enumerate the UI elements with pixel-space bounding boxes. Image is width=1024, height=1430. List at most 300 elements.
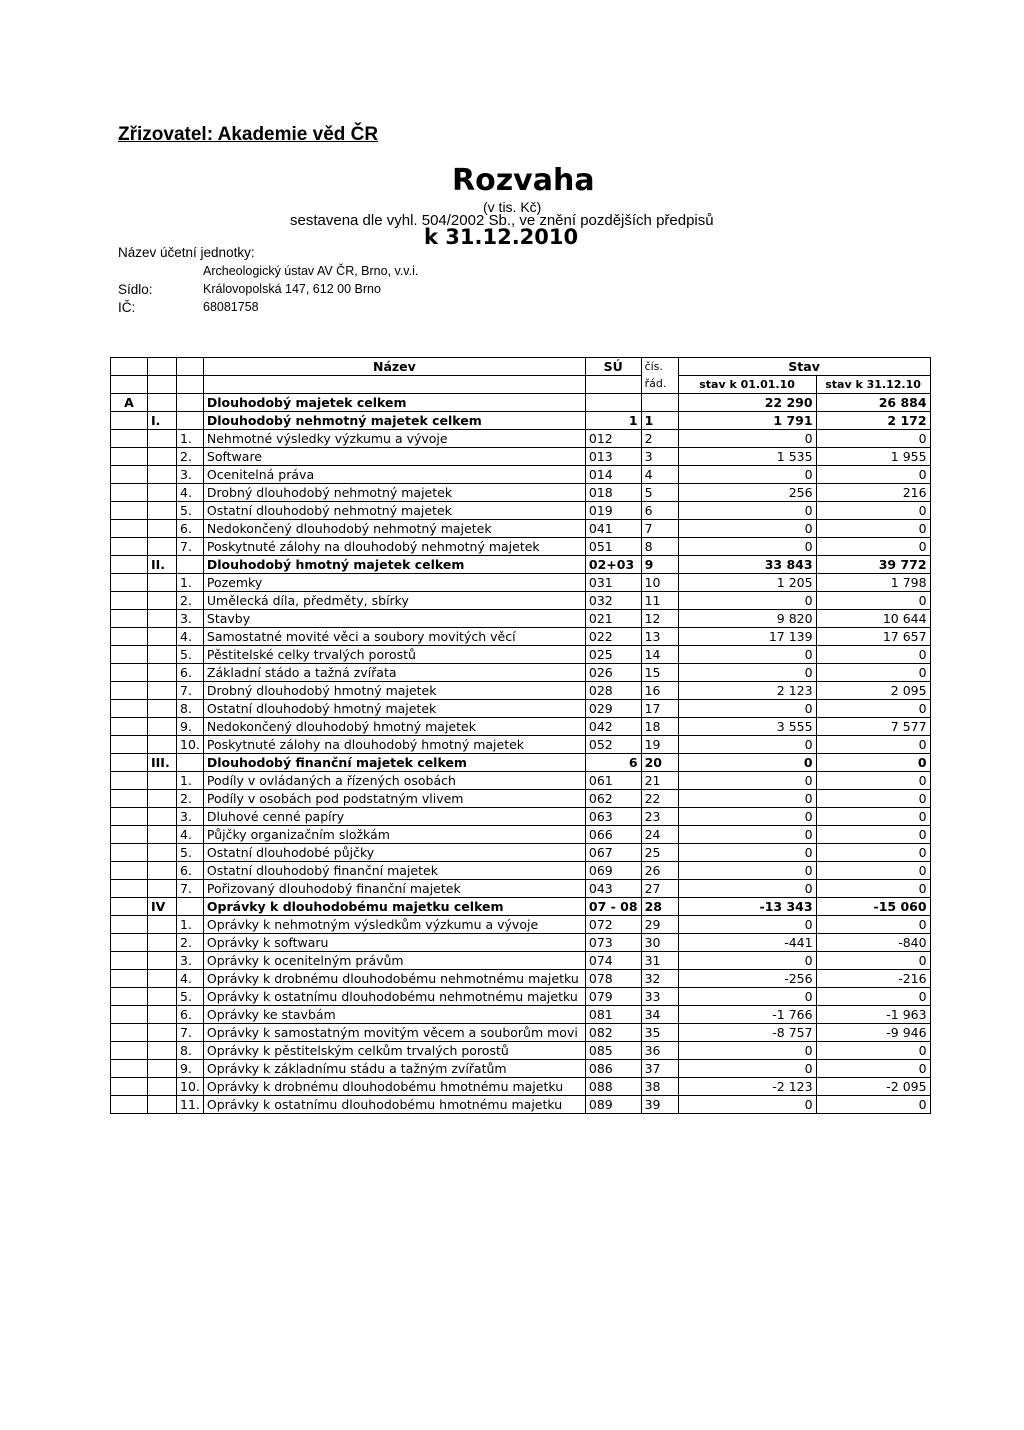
header-cis: čís.	[641, 358, 678, 376]
row-name: Ostatní dlouhodobý hmotný majetek	[203, 700, 585, 718]
row-line-number: 12	[641, 610, 678, 628]
row-value-end: 0	[816, 1042, 930, 1060]
row-section-letter	[111, 1060, 148, 1078]
table-row	[111, 466, 931, 484]
row-item-number: 2.	[177, 934, 204, 952]
row-line-number: 9	[641, 556, 678, 574]
row-account: 067	[585, 844, 641, 862]
row-value-end: 0	[816, 700, 930, 718]
row-section-letter	[111, 466, 148, 484]
row-name: Podíly v osobách pod podstatným vlivem	[203, 790, 585, 808]
row-item-number: 5.	[177, 502, 204, 520]
header-end: stav k 31.12.10	[816, 376, 930, 394]
row-value-end: 1 955	[816, 448, 930, 466]
row-account: 025	[585, 646, 641, 664]
row-section-roman	[148, 646, 177, 664]
table-row	[111, 1096, 931, 1114]
row-value-end: 17 657	[816, 628, 930, 646]
row-section-roman	[148, 790, 177, 808]
row-value-end: 10 644	[816, 610, 930, 628]
seat-value: Královopolská 147, 612 00 Brno	[203, 282, 381, 296]
row-section-letter	[111, 682, 148, 700]
row-section-letter	[111, 700, 148, 718]
row-name: Oprávky k samostatným movitým věcem a souborům movi	[203, 1024, 585, 1042]
table-row	[111, 970, 931, 988]
row-value-end: 39 772	[816, 556, 930, 574]
table-row	[111, 916, 931, 934]
row-section-roman	[148, 448, 177, 466]
table-row	[111, 592, 931, 610]
row-section-letter	[111, 538, 148, 556]
row-section-roman	[148, 430, 177, 448]
header-start: stav k 01.01.10	[678, 376, 816, 394]
row-section-roman	[148, 502, 177, 520]
row-value-end: 26 884	[816, 394, 930, 412]
row-item-number: 3.	[177, 610, 204, 628]
row-section-roman	[148, 484, 177, 502]
table-row	[111, 484, 931, 502]
legal-basis: sestavena dle vyhl. 504/2002 Sb., ve znění pozdějších předpisů	[290, 212, 714, 229]
row-value-start: 1 205	[678, 574, 816, 592]
table-row	[111, 1024, 931, 1042]
row-value-end: 1 798	[816, 574, 930, 592]
row-section-roman: III.	[148, 754, 177, 772]
table-row	[111, 754, 931, 772]
balance-sheet-table	[110, 357, 931, 1114]
row-section-letter	[111, 1024, 148, 1042]
row-value-start: 22 290	[678, 394, 816, 412]
row-item-number	[177, 898, 204, 916]
row-value-end: 2 095	[816, 682, 930, 700]
row-value-end: 7 577	[816, 718, 930, 736]
row-line-number: 22	[641, 790, 678, 808]
row-line-number: 21	[641, 772, 678, 790]
row-line-number: 14	[641, 646, 678, 664]
row-section-roman	[148, 1096, 177, 1114]
row-line-number: 1	[641, 412, 678, 430]
row-item-number: 7.	[177, 682, 204, 700]
row-value-end: 0	[816, 916, 930, 934]
row-line-number: 36	[641, 1042, 678, 1060]
row-value-end: 2 172	[816, 412, 930, 430]
row-section-letter	[111, 556, 148, 574]
row-value-end: 0	[816, 664, 930, 682]
row-value-start: 33 843	[678, 556, 816, 574]
table-row	[111, 502, 931, 520]
table-row	[111, 1078, 931, 1096]
row-name: Dlouhodobý majetek celkem	[203, 394, 585, 412]
table-row	[111, 880, 931, 898]
row-section-roman	[148, 988, 177, 1006]
row-item-number: 2.	[177, 448, 204, 466]
row-value-start: 0	[678, 754, 816, 772]
row-value-start: 0	[678, 862, 816, 880]
row-item-number: 1.	[177, 574, 204, 592]
row-section-letter	[111, 610, 148, 628]
row-section-roman	[148, 1078, 177, 1096]
row-name: Oprávky k ostatnímu dlouhodobému nehmotnému majetku	[203, 988, 585, 1006]
row-section-letter	[111, 664, 148, 682]
row-section-letter	[111, 502, 148, 520]
row-section-roman	[148, 628, 177, 646]
row-name: Pozemky	[203, 574, 585, 592]
row-item-number: 7.	[177, 538, 204, 556]
row-section-letter	[111, 574, 148, 592]
row-section-roman	[148, 466, 177, 484]
row-value-end: 0	[816, 880, 930, 898]
row-item-number: 2.	[177, 790, 204, 808]
row-section-roman: IV	[148, 898, 177, 916]
row-item-number: 5.	[177, 844, 204, 862]
row-name: Drobný dlouhodobý hmotný majetek	[203, 682, 585, 700]
table-row	[111, 844, 931, 862]
row-account: 014	[585, 466, 641, 484]
row-account: 063	[585, 808, 641, 826]
row-section-roman	[148, 862, 177, 880]
row-line-number: 31	[641, 952, 678, 970]
row-name: Drobný dlouhodobý nehmotný majetek	[203, 484, 585, 502]
row-account: 073	[585, 934, 641, 952]
row-item-number: 1.	[177, 772, 204, 790]
table-row	[111, 448, 931, 466]
row-line-number: 3	[641, 448, 678, 466]
row-name: Podíly v ovládaných a řízených osobách	[203, 772, 585, 790]
table-row	[111, 394, 931, 412]
row-item-number: 5.	[177, 988, 204, 1006]
row-line-number: 7	[641, 520, 678, 538]
row-name: Nedokončený dlouhodobý hmotný majetek	[203, 718, 585, 736]
row-value-end: 0	[816, 826, 930, 844]
row-account: 043	[585, 880, 641, 898]
row-account: 072	[585, 916, 641, 934]
table-row	[111, 538, 931, 556]
row-item-number: 8.	[177, 700, 204, 718]
row-name: Samostatné movité věci a soubory movitých věcí	[203, 628, 585, 646]
row-account: 031	[585, 574, 641, 592]
row-value-start: 0	[678, 1060, 816, 1078]
table-row	[111, 628, 931, 646]
row-line-number: 2	[641, 430, 678, 448]
row-account: 052	[585, 736, 641, 754]
table-header-row-2	[111, 376, 931, 394]
row-account: 026	[585, 664, 641, 682]
row-value-end: 0	[816, 952, 930, 970]
currency-unit: (v tis. Kč)	[483, 199, 542, 215]
row-line-number: 19	[641, 736, 678, 754]
row-item-number: 6.	[177, 862, 204, 880]
row-item-number: 3.	[177, 466, 204, 484]
row-item-number: 4.	[177, 484, 204, 502]
row-value-end: 216	[816, 484, 930, 502]
entity-name-label: Název účetní jednotky:	[118, 245, 255, 260]
row-section-roman	[148, 520, 177, 538]
row-value-end: 0	[816, 772, 930, 790]
row-section-roman	[148, 952, 177, 970]
row-section-letter	[111, 772, 148, 790]
row-line-number: 17	[641, 700, 678, 718]
row-line-number: 23	[641, 808, 678, 826]
row-item-number: 4.	[177, 826, 204, 844]
row-value-start: 0	[678, 700, 816, 718]
row-line-number: 30	[641, 934, 678, 952]
row-line-number: 16	[641, 682, 678, 700]
table-row	[111, 736, 931, 754]
row-section-letter	[111, 754, 148, 772]
row-section-roman	[148, 880, 177, 898]
row-account: 02+03	[585, 556, 641, 574]
row-line-number	[641, 394, 678, 412]
row-value-start: 0	[678, 646, 816, 664]
row-value-start: -256	[678, 970, 816, 988]
row-line-number: 25	[641, 844, 678, 862]
row-account: 012	[585, 430, 641, 448]
row-value-end: 0	[816, 790, 930, 808]
row-account: 074	[585, 952, 641, 970]
row-section-letter	[111, 1042, 148, 1060]
row-value-end: 0	[816, 844, 930, 862]
row-value-start: 0	[678, 1096, 816, 1114]
row-section-letter	[111, 520, 148, 538]
row-item-number: 6.	[177, 664, 204, 682]
row-value-start: 0	[678, 880, 816, 898]
row-name: Oprávky k drobnému dlouhodobému nehmotnému majetku	[203, 970, 585, 988]
table-row	[111, 808, 931, 826]
row-section-roman	[148, 1024, 177, 1042]
row-line-number: 5	[641, 484, 678, 502]
row-section-roman	[148, 1006, 177, 1024]
row-line-number: 34	[641, 1006, 678, 1024]
table-row	[111, 934, 931, 952]
row-value-start: -13 343	[678, 898, 816, 916]
row-section-roman	[148, 934, 177, 952]
row-line-number: 32	[641, 970, 678, 988]
table-row	[111, 718, 931, 736]
row-item-number	[177, 556, 204, 574]
row-line-number: 37	[641, 1060, 678, 1078]
row-name: Základní stádo a tažná zvířata	[203, 664, 585, 682]
row-section-letter	[111, 1096, 148, 1114]
row-account: 051	[585, 538, 641, 556]
table-row	[111, 556, 931, 574]
row-value-start: 0	[678, 844, 816, 862]
row-value-end: -216	[816, 970, 930, 988]
row-item-number: 4.	[177, 970, 204, 988]
row-account: 042	[585, 718, 641, 736]
row-name: Umělecká díla, předměty, sbírky	[203, 592, 585, 610]
row-line-number: 4	[641, 466, 678, 484]
row-account: 029	[585, 700, 641, 718]
row-item-number: 6.	[177, 520, 204, 538]
table-row	[111, 1042, 931, 1060]
row-item-number: 9.	[177, 1060, 204, 1078]
row-account: 021	[585, 610, 641, 628]
table-row	[111, 1006, 931, 1024]
table-row	[111, 664, 931, 682]
row-section-roman	[148, 664, 177, 682]
row-section-letter	[111, 718, 148, 736]
row-account: 028	[585, 682, 641, 700]
row-line-number: 8	[641, 538, 678, 556]
header-name: Název	[203, 358, 585, 376]
row-account: 088	[585, 1078, 641, 1096]
row-value-start: -1 766	[678, 1006, 816, 1024]
row-line-number: 35	[641, 1024, 678, 1042]
row-item-number: 10.	[177, 1078, 204, 1096]
header-su: SÚ	[585, 358, 641, 376]
row-section-roman	[148, 970, 177, 988]
row-value-start: 0	[678, 790, 816, 808]
row-value-start: 1 535	[678, 448, 816, 466]
row-value-end: 0	[816, 430, 930, 448]
row-line-number: 28	[641, 898, 678, 916]
row-value-start: 0	[678, 502, 816, 520]
row-section-letter	[111, 808, 148, 826]
table-row	[111, 412, 931, 430]
row-item-number: 1.	[177, 916, 204, 934]
row-value-end: 0	[816, 646, 930, 664]
row-item-number: 7.	[177, 880, 204, 898]
row-value-end: 0	[816, 862, 930, 880]
table-row	[111, 520, 931, 538]
row-account: 07 - 08	[585, 898, 641, 916]
row-account: 013	[585, 448, 641, 466]
table-row	[111, 574, 931, 592]
row-value-start: 0	[678, 988, 816, 1006]
row-section-roman	[148, 610, 177, 628]
row-section-letter	[111, 430, 148, 448]
header-rad: řád.	[641, 376, 678, 394]
row-value-start: 1 791	[678, 412, 816, 430]
row-section-roman	[148, 574, 177, 592]
row-section-roman	[148, 1042, 177, 1060]
table-row	[111, 988, 931, 1006]
row-line-number: 24	[641, 826, 678, 844]
row-item-number: 5.	[177, 646, 204, 664]
table-row	[111, 430, 931, 448]
row-name: Nehmotné výsledky výzkumu a vývoje	[203, 430, 585, 448]
row-account: 019	[585, 502, 641, 520]
row-section-letter	[111, 646, 148, 664]
row-item-number: 4.	[177, 628, 204, 646]
row-account: 082	[585, 1024, 641, 1042]
row-value-start: 0	[678, 592, 816, 610]
row-section-roman	[148, 682, 177, 700]
row-value-start: 0	[678, 538, 816, 556]
row-value-end: -15 060	[816, 898, 930, 916]
row-item-number: 3.	[177, 808, 204, 826]
row-item-number: 6.	[177, 1006, 204, 1024]
row-value-start: 0	[678, 736, 816, 754]
table-row	[111, 1060, 931, 1078]
row-account: 085	[585, 1042, 641, 1060]
row-name: Ostatní dlouhodobé půjčky	[203, 844, 585, 862]
row-account: 041	[585, 520, 641, 538]
row-value-start: -8 757	[678, 1024, 816, 1042]
row-value-end: 0	[816, 520, 930, 538]
row-name: Dlouhodobý nehmotný majetek celkem	[203, 412, 585, 430]
table-row	[111, 682, 931, 700]
row-account: 081	[585, 1006, 641, 1024]
row-name: Oprávky k ostatnímu dlouhodobému hmotnému majetku	[203, 1096, 585, 1114]
row-account	[585, 394, 641, 412]
row-account: 061	[585, 772, 641, 790]
entity-name-value: Archeologický ústav AV ČR, Brno, v.v.i.	[203, 264, 419, 278]
row-section-letter	[111, 736, 148, 754]
row-name: Software	[203, 448, 585, 466]
row-section-roman: I.	[148, 412, 177, 430]
row-section-roman	[148, 718, 177, 736]
table-row	[111, 700, 931, 718]
table-row	[111, 790, 931, 808]
row-account: 018	[585, 484, 641, 502]
row-section-letter	[111, 448, 148, 466]
row-line-number: 33	[641, 988, 678, 1006]
row-name: Oprávky k ocenitelným právům	[203, 952, 585, 970]
row-value-start: 0	[678, 664, 816, 682]
row-value-start: 0	[678, 808, 816, 826]
row-value-start: 9 820	[678, 610, 816, 628]
row-account: 079	[585, 988, 641, 1006]
row-name: Nedokončený dlouhodobý nehmotný majetek	[203, 520, 585, 538]
row-value-start: 3 555	[678, 718, 816, 736]
row-name: Oprávky k pěstitelským celkům trvalých porostů	[203, 1042, 585, 1060]
id-label: IČ:	[118, 300, 136, 315]
row-section-letter	[111, 880, 148, 898]
table-row	[111, 646, 931, 664]
row-name: Dlouhodobý finanční majetek celkem	[203, 754, 585, 772]
row-name: Ostatní dlouhodobý finanční majetek	[203, 862, 585, 880]
report-date: k 31.12.2010	[424, 225, 579, 249]
row-line-number: 27	[641, 880, 678, 898]
row-name: Pořizovaný dlouhodobý finanční majetek	[203, 880, 585, 898]
row-section-letter	[111, 790, 148, 808]
row-value-end: 0	[816, 466, 930, 484]
row-item-number: 7.	[177, 1024, 204, 1042]
row-line-number: 11	[641, 592, 678, 610]
table-header-row-1	[111, 358, 931, 376]
row-value-start: 2 123	[678, 682, 816, 700]
row-section-roman	[148, 916, 177, 934]
row-section-roman	[148, 538, 177, 556]
row-line-number: 20	[641, 754, 678, 772]
row-item-number: 1.	[177, 430, 204, 448]
row-value-end: 0	[816, 1096, 930, 1114]
row-section-roman	[148, 844, 177, 862]
row-name: Stavby	[203, 610, 585, 628]
row-name: Půjčky organizačním složkám	[203, 826, 585, 844]
id-value: 68081758	[203, 300, 259, 314]
row-account: 1	[585, 412, 641, 430]
row-name: Ostatní dlouhodobý nehmotný majetek	[203, 502, 585, 520]
row-account: 032	[585, 592, 641, 610]
table-row	[111, 952, 931, 970]
row-account: 6	[585, 754, 641, 772]
row-value-start: 17 139	[678, 628, 816, 646]
row-name: Oprávky k drobnému dlouhodobému hmotnému majetku	[203, 1078, 585, 1096]
row-value-start: 0	[678, 772, 816, 790]
row-section-letter	[111, 826, 148, 844]
seat-label: Sídlo:	[118, 282, 153, 297]
row-line-number: 39	[641, 1096, 678, 1114]
table-row	[111, 610, 931, 628]
row-name: Oprávky k nehmotným výsledkům výzkumu a vývoje	[203, 916, 585, 934]
row-line-number: 38	[641, 1078, 678, 1096]
row-value-start: 0	[678, 466, 816, 484]
row-section-roman	[148, 772, 177, 790]
row-section-letter	[111, 988, 148, 1006]
row-value-start: 0	[678, 520, 816, 538]
row-value-end: -2 095	[816, 1078, 930, 1096]
